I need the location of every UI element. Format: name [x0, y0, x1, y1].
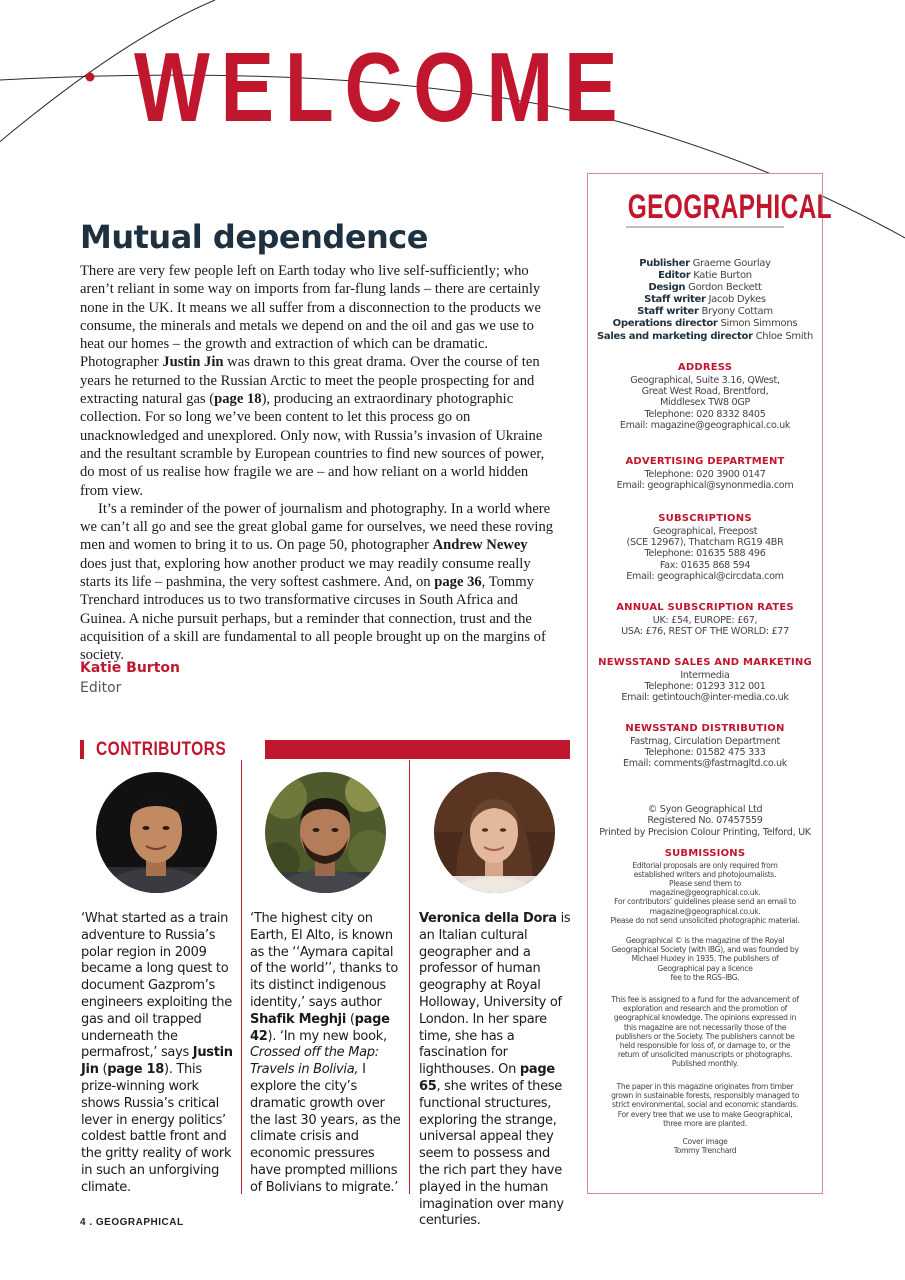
section-line: held responsible for loss of, or damage to, or the	[619, 1041, 791, 1051]
section-line: Middlesex TW8 0GP	[660, 397, 750, 409]
rates-section	[588, 602, 822, 637]
section-line: Printed by Precision Colour Printing, Telford, UK	[599, 826, 811, 838]
signoff-name: Katie Burton	[80, 660, 180, 676]
section-line: (SCE 12967), Thatcham RG19 4BR	[626, 536, 784, 548]
section-line: USA: £76, REST OF THE WORLD: £77	[621, 625, 789, 637]
fee-note	[588, 995, 822, 1069]
section-line: For contributors’ guidelines please send an email to	[614, 897, 796, 907]
section-line: Telephone: 01293 312 001	[644, 680, 766, 692]
staff-row: Staff writer Jacob Dykes	[644, 294, 766, 306]
section-line: Email: comments@fastmagltd.co.uk	[622, 758, 788, 770]
section-title: ADDRESS	[677, 362, 733, 373]
section-title: ANNUAL SUBSCRIPTION RATES	[616, 602, 794, 613]
section-title: NEWSSTAND DISTRIBUTION	[625, 723, 785, 734]
section-line: Tommy Trenchard	[673, 1146, 737, 1156]
section-line: Email: getintouch@inter-media.co.uk	[621, 692, 789, 704]
staff-row: Sales and marketing director Chloe Smith	[596, 330, 813, 342]
section-line: three more are planted.	[663, 1118, 747, 1128]
staff-row: Staff writer Bryony Cottam	[637, 306, 773, 318]
section-line: Please send them to	[669, 878, 741, 888]
section-line: Michael Huxley in 1935. The publishers of	[631, 954, 779, 964]
article-paragraph: There are very few people left on Earth today who live self-sufficiently; who aren’t reliant in some way on imports from far-flung lands – there are certainly none in the UK. It means we all suffer from a disconnection to the products we consume, the minerals and metals we depend on and the oil and gas we use to heat our homes – the growth and extraction of which can be dramatic. Photographer Justin Jin was drawn to this great drama. Over the course of ten years he returned to the Russian Arctic to meet the people prospecting for and extracting natural gas (page 18), producing an extraordinary photographic collection. For so long we’ve been content to let this process go on unacknowledged and unexplored. Only now, with Russia’s invasion of Ukraine and the resultant scramble by European countries to find new sources of power, do most of us realise how fragile we are – and how reliant on a world hidden from view.	[80, 263, 545, 499]
masthead-sidebar	[587, 173, 832, 1194]
section-line: exploration and research and the promotion of	[622, 1004, 788, 1014]
section-line: This fee is assigned to a fund for the advancement of	[611, 995, 799, 1004]
section-line: UK: £54, EUROPE: £67,	[652, 614, 758, 626]
section-line: © Syon Geographical Ltd	[647, 804, 763, 815]
section-line: Geographical Society (with IBG), and was founded by	[611, 945, 799, 955]
subscriptions-section	[588, 513, 822, 583]
contributors-heading: CONTRIBUTORS	[84, 736, 265, 762]
section-line: magazine@geographical.co.uk.	[649, 906, 761, 916]
staff-row: Publisher Graeme Gourlay	[639, 258, 771, 269]
section-title: ADVERTISING DEPARTMENT	[625, 456, 785, 467]
advertising-section	[588, 456, 822, 491]
section-line: Fax: 01635 868 594	[659, 559, 751, 571]
section-line: return of unsolicited manuscripts or photographs.	[617, 1050, 793, 1060]
section-line: geographical knowledge. The opinions expressed in	[613, 1013, 797, 1023]
section-line: Geographical, Suite 3.16, QWest,	[630, 374, 780, 386]
page-footer: 4 . GEOGRAPHICAL	[80, 1217, 184, 1228]
article-paragraph: It’s a reminder of the power of journalism and photography. In a world where we can’t all go and see the great global game for ourselves, we need these roving men and women to bring it to us. On page 50, photographer Andrew Newey does just that, exploring how another product we may readily consume really starts its life – pashmina, the very softest cashmere. And, on page 36, Tommy Trenchard introduces us to two transformative circuses in South Africa and Guinea. A niche pursuit perhaps, but a reminder that connection, trust and the acquisition of a skill are fundamental to all people brought up on the margins of society.	[80, 500, 554, 664]
cover-credit	[588, 1137, 822, 1155]
contributor-bio-shafik-meghji: ‘The highest city on Earth, El Alto, is known as the ‘‘Aymara capital of the world’’, thanks to its distinct indigenous identity,’ says author Shafik Meghji (page 42). ‘In my new book, Crossed off the Map: Travels in Bolivia, I explore the city’s dramatic growth over the last 30 years, as the climate crisis and economic pressures have prompted millions of Bolivians to migrate.’	[250, 911, 401, 1195]
section-line: Geographical pay a licence	[657, 963, 753, 973]
section-title: SUBSCRIPTIONS	[658, 513, 752, 524]
section-line: publishers or the Society. The publishers cannot be	[615, 1031, 795, 1041]
column-divider	[409, 760, 410, 1194]
section-line: Editorial proposals are only required from	[632, 860, 778, 870]
section-line: Geographical © is the magazine of the Royal	[625, 936, 785, 945]
section-line: Email: geographical@synonmedia.com	[616, 479, 794, 491]
company-section	[588, 804, 822, 838]
rgs-note	[588, 936, 822, 982]
section-line: this magazine are not necessarily those of the	[623, 1022, 787, 1032]
section-line: Email: geographical@circdata.com	[626, 571, 784, 583]
section-line: fee to the RGS–IBG.	[670, 972, 740, 982]
section-line: Telephone: 01582 475 333	[644, 746, 766, 758]
section-line: Intermedia	[680, 669, 730, 681]
section-line: Fastmag, Circulation Department	[630, 735, 780, 747]
contributor-bio-veronica-della-dora: Veronica della Dora is an Italian cultural geographer and a professor of human geography at Royal Holloway, University of London. In her spare time, she has a fascination for lighthouses. On page 65, she writes of these functional structures, exploring the strange, universal appeal they seem to possess and the rich part they have played in the human imagination over many centuries.	[419, 911, 571, 1229]
section-line: Telephone: 020 3900 0147	[644, 468, 766, 480]
paper-note	[588, 1082, 822, 1128]
section-line: Please do not send unsolicited photographic material.	[610, 915, 800, 925]
contributor-photo-veronica-della-dora	[434, 772, 555, 893]
section-line: Published monthly.	[671, 1059, 739, 1069]
section-line: strict environmental, social and economic standards.	[612, 1100, 798, 1110]
section-line: Email: magazine@geographical.co.uk	[619, 420, 791, 432]
section-line: Telephone: 020 8332 8405	[644, 408, 766, 420]
contributor-bio-justin-jin: ‘What started as a train adventure to Russia’s polar region in 2009 became a long quest to document Gazprom’s engineers exploiting the gas and oil trapped underneath the permafrost,’ says Justin Jin (page 18). This prize-winning work shows Russia’s critical lever in energy politics’ coldest battle front and the gritty reality of work in such an unforgiving climate.	[81, 911, 233, 1195]
staff-list	[588, 258, 822, 343]
section-line: established writers and photojournalists.	[633, 869, 777, 879]
article-body	[80, 262, 556, 665]
logo-underline	[626, 226, 784, 228]
section-line: Registered No. 07457559	[647, 815, 763, 827]
geographical-logo: GEOGRAPHICAL	[627, 188, 832, 226]
section-line: magazine@geographical.co.uk.	[649, 888, 761, 898]
column-divider	[241, 760, 242, 1194]
section-line: Cover image	[682, 1137, 728, 1146]
section-line: For every tree that we use to make Geographical,	[617, 1109, 793, 1119]
section-line: Great West Road, Brentford,	[641, 385, 769, 397]
section-line: Geographical, Freepost	[652, 525, 758, 537]
address-section	[588, 362, 822, 432]
section-line: The paper in this magazine originates from timber	[616, 1082, 794, 1091]
section-title: NEWSSTAND SALES AND MARKETING	[598, 657, 812, 668]
contributor-photo-shafik-meghji	[265, 772, 386, 893]
staff-row: Design Gordon Beckett	[648, 282, 762, 294]
page-title: WELCOME	[134, 32, 629, 142]
submissions-section	[588, 848, 822, 925]
orbit-dot	[86, 73, 95, 82]
staff-row: Editor Katie Burton	[658, 270, 752, 282]
section-line: Telephone: 01635 588 496	[644, 548, 766, 560]
section-line: grown in sustainable forests, responsibly managed to	[611, 1091, 799, 1101]
newsstand-sales-section	[588, 657, 822, 704]
signoff-role: Editor	[80, 680, 122, 696]
section-title: SUBMISSIONS	[664, 848, 746, 859]
contributor-photo-justin-jin	[96, 772, 217, 893]
newsstand-distribution-section	[588, 723, 822, 770]
article-headline: Mutual dependence	[80, 218, 428, 256]
staff-row: Operations director Simon Simmons	[612, 318, 798, 330]
